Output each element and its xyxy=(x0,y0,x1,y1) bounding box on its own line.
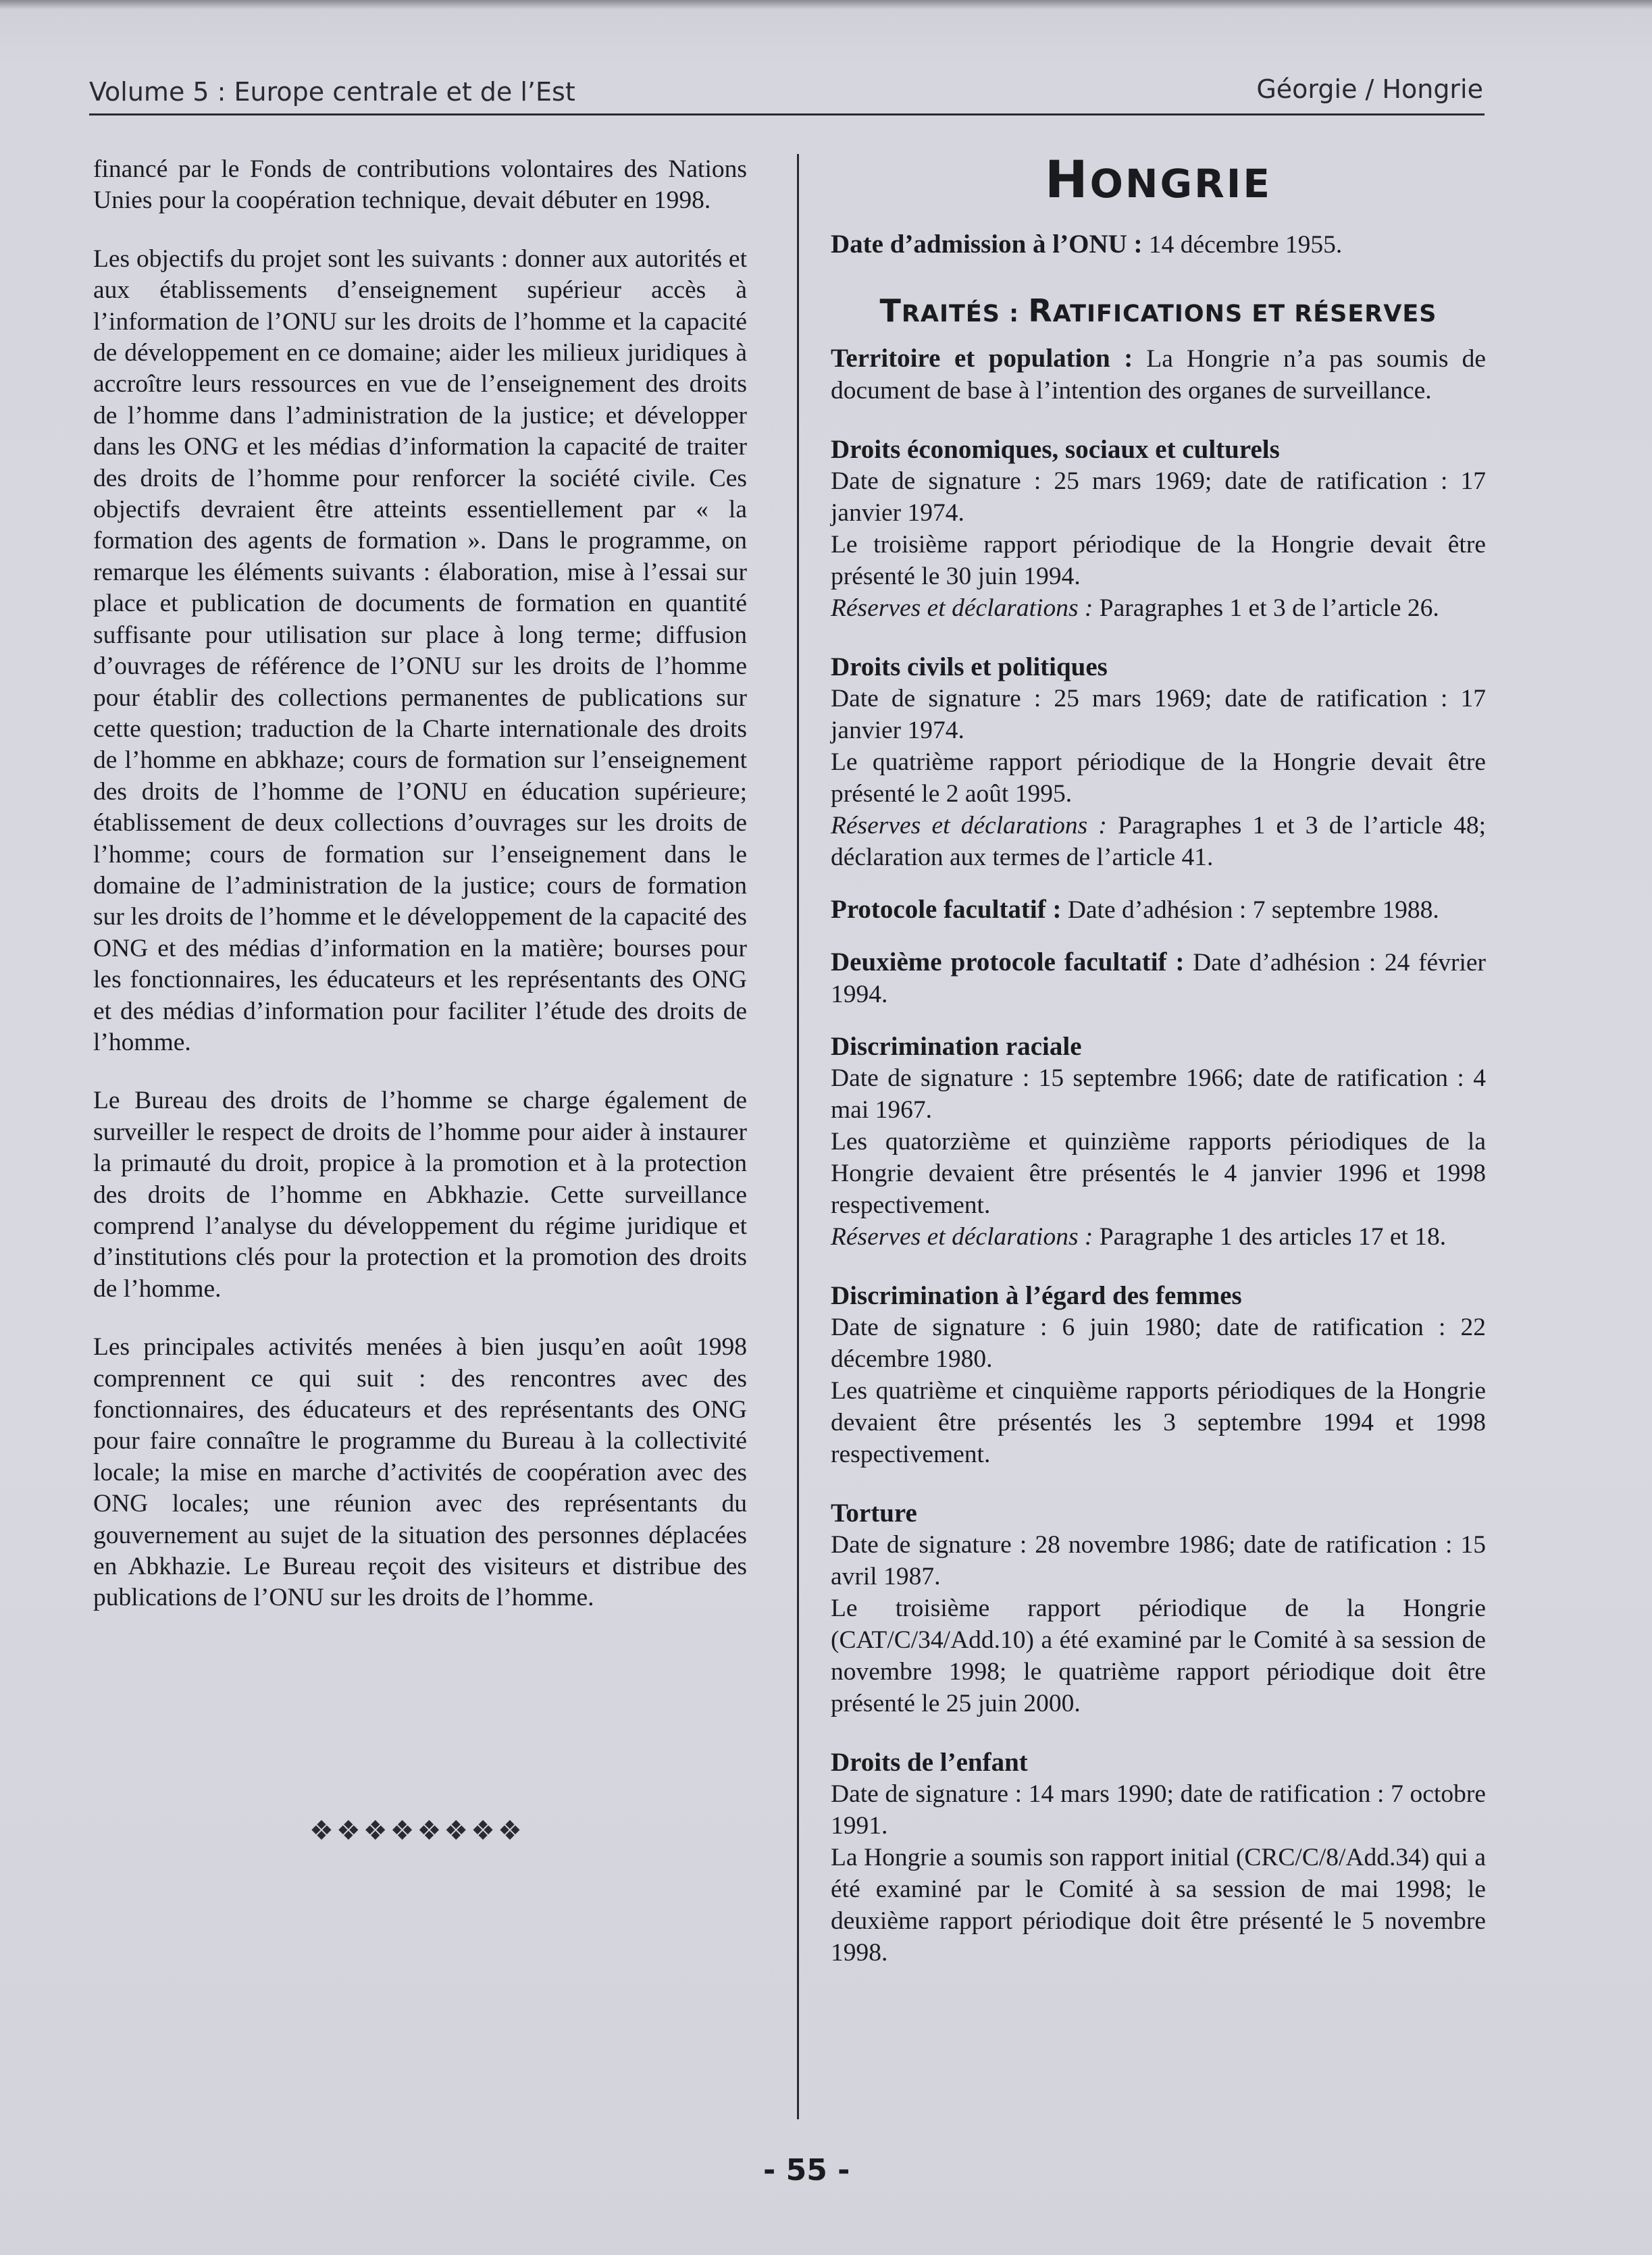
treaty-report: Les quatorzième et quinzième rapports périodiques de la Hongrie devaient être présentés le 4 janvier 1996 et 1998 respectivement. xyxy=(831,1128,1486,1219)
treaty-report: Le troisième rapport périodique de la Hongrie devait être présenté le 30 juin 1994. xyxy=(831,531,1486,590)
paragraph: Le Bureau des droits de l’homme se charge également de surveiller le respect de droits de l’homme pour aider à instaurer la primauté du droit, propice à la promotion et à la protection des droits de l’homme en Abkhazie. Cette surveillance comprend l’analyse du développement du régime juridique et d’institutions clés pour la protection et la promotion des droits de l’homme. xyxy=(93,1087,747,1303)
admission-label: Date d’admission à l’ONU : xyxy=(831,230,1143,259)
treaty-block-torture xyxy=(831,1497,1486,1719)
treaty-block-desc xyxy=(831,434,1486,624)
treaty-reserves: Réserves et déclarations : Paragraphes 1 et 3 de l’article 26. xyxy=(831,594,1439,622)
territoire-label: Territoire et population : xyxy=(831,344,1133,373)
section-title: TRAITÉS : RATIFICATIONS ET RÉSERVES xyxy=(879,292,1437,329)
treaty-inline-label: Protocole facultatif : xyxy=(831,895,1062,924)
treaty-block-pf xyxy=(831,893,1486,926)
header-rule xyxy=(89,113,1485,115)
treaty-block-dcp xyxy=(831,651,1486,873)
treaty-heading: Droits économiques, sociaux et culturels xyxy=(831,435,1280,464)
left-column xyxy=(93,154,747,1641)
treaty-inline-text: Date d’adhésion : 7 septembre 1988. xyxy=(1067,896,1439,924)
treaty-block-df xyxy=(831,1280,1486,1470)
ornament-divider: ❖❖❖❖❖❖❖❖ xyxy=(309,1815,525,1846)
treaty-dates: Date de signature : 25 mars 1969; date de ratification : 17 janvier 1974. xyxy=(831,467,1486,527)
treaty-report: Les quatrième et cinquième rapports périodiques de la Hongrie devaient être présentés les 3 septembre 1994 et 1998 respectivement. xyxy=(831,1377,1486,1468)
country-title: HONGRIE xyxy=(1045,149,1272,209)
paragraph: financé par le Fonds de contributions volontaires des Nations Unies pour la coopération technique, devait débuter en 1998. xyxy=(93,155,747,215)
paragraph: Les principales activités menées à bien jusqu’en août 1998 comprennent ce qui suit : des rencontres avec des fonctionnaires, des éducateurs et des représentants des ONG pour faire connaître le programme du Bureau à la collectivité locale; la mise en marche d’activités de coopération avec des ONG locales; une réunion avec des représentants du gouvernement au sujet de la situation des personnes déplacées en Abkhazie. Le Bureau reçoit des visiteurs et distribue des publications de l’ONU sur les droits de l’homme. xyxy=(93,1333,747,1612)
treaty-dates: Date de signature : 15 septembre 1966; date de ratification : 4 mai 1967. xyxy=(831,1064,1486,1124)
header-volume: Volume 5 : Europe centrale et de l’Est xyxy=(89,77,575,107)
page-number: - 55 - xyxy=(763,2153,850,2187)
treaty-heading: Torture xyxy=(831,1499,917,1528)
column-divider xyxy=(797,154,799,2119)
admission-value: 14 décembre 1955. xyxy=(1148,231,1343,259)
treaty-block-dpf xyxy=(831,946,1486,1010)
paragraph: Les objectifs du projet sont les suivants : donner aux autorités et aux établissements d’enseignement supérieur accès à l’information de l’ONU sur les droits de l’homme et la capacité de développement en ce domaine; aider les milieux juridiques à accroître leurs ressources en vue de l’enseignement des droits de l’homme dans l’administration de la justice; et développer dans les ONG et les médias d’information la capacité de traiter des droits de l’homme pour renforcer la société civile. Ces objectifs devraient être atteints essentiellement par « la formation des agents de formation ». Dans le programme, on remarque les éléments suivants : élaboration, mise à l’essai sur place et publication de documents de formation en quantité suffisante pour utilisation sur place à long terme; diffusion d’ouvrages de référence de l’ONU sur les droits de l’homme pour établir des collections permanentes de publications sur cette question; traduction de la Charte internationale des droits de l’homme en abkhaze; cours de formation sur l’enseignement des droits de l’homme de l’ONU en éducation supérieure; établissement de deux collections d’ouvrages sur les droits de l’homme; cours de formation sur l’enseignement dans le domaine de l’administration de la justice; cours de formation sur les droits de l’homme et le développement de la capacité des ONG et des médias d’information en la matière; bourses pour les fonctionnaires, les éducateurs et les représentants des ONG et des médias d’information pour faciliter l’étude des droits de l’homme. xyxy=(93,244,747,1056)
treaty-dates: Date de signature : 14 mars 1990; date de ratification : 7 octobre 1991. xyxy=(831,1780,1486,1840)
treaty-block-dr xyxy=(831,1031,1486,1253)
treaty-report: Le quatrième rapport périodique de la Hongrie devait être présenté le 2 août 1995. xyxy=(831,748,1486,808)
treaty-report: La Hongrie a soumis son rapport initial (CRC/C/8/Add.34) qui a été examiné par le Comité à sa session de mai 1998; le deuxième rapport périodique doit être présenté le 5 novembre 1998. xyxy=(831,1844,1486,1967)
treaty-heading: Droits de l’enfant xyxy=(831,1748,1028,1777)
territoire-text: La Hongrie n’a pas soumis de document de base à l’intention des organes de surveillance. xyxy=(831,345,1486,405)
treaty-dates: Date de signature : 25 mars 1969; date de ratification : 17 janvier 1974. xyxy=(831,685,1486,744)
treaty-heading: Droits civils et politiques xyxy=(831,652,1108,681)
scan-edge xyxy=(0,0,1652,9)
treaty-heading: Discrimination raciale xyxy=(831,1032,1082,1061)
territoire-block xyxy=(831,342,1486,407)
treaty-dates: Date de signature : 28 novembre 1986; date de ratification : 15 avril 1987. xyxy=(831,1531,1486,1590)
admission-date xyxy=(831,228,1486,261)
treaty-report: Le troisième rapport périodique de la Hongrie (CAT/C/34/Add.10) a été examiné par le Comité à sa session de novembre 1998; le quatrième rapport périodique doit être présenté le 25 juin 2000. xyxy=(831,1595,1486,1717)
treaty-inline-label: Deuxième protocole facultatif : xyxy=(831,948,1185,977)
treaty-inline-text: Date d’adhésion : 24 février 1994. xyxy=(831,949,1486,1008)
header-countries: Géorgie / Hongrie xyxy=(1256,74,1483,104)
treaty-block-enfant xyxy=(831,1746,1486,1969)
running-header xyxy=(89,73,1483,107)
treaty-reserves: Réserves et déclarations : Paragraphes 1 et 3 de l’article 48; déclaration aux termes de l’article 41. xyxy=(831,812,1487,871)
treaty-heading: Discrimination à l’égard des femmes xyxy=(831,1281,1242,1310)
treaty-dates: Date de signature : 6 juin 1980; date de ratification : 22 décembre 1980. xyxy=(831,1314,1486,1373)
treaty-reserves: Réserves et déclarations : Paragraphe 1 des articles 17 et 18. xyxy=(831,1223,1447,1251)
right-column xyxy=(831,149,1487,1996)
